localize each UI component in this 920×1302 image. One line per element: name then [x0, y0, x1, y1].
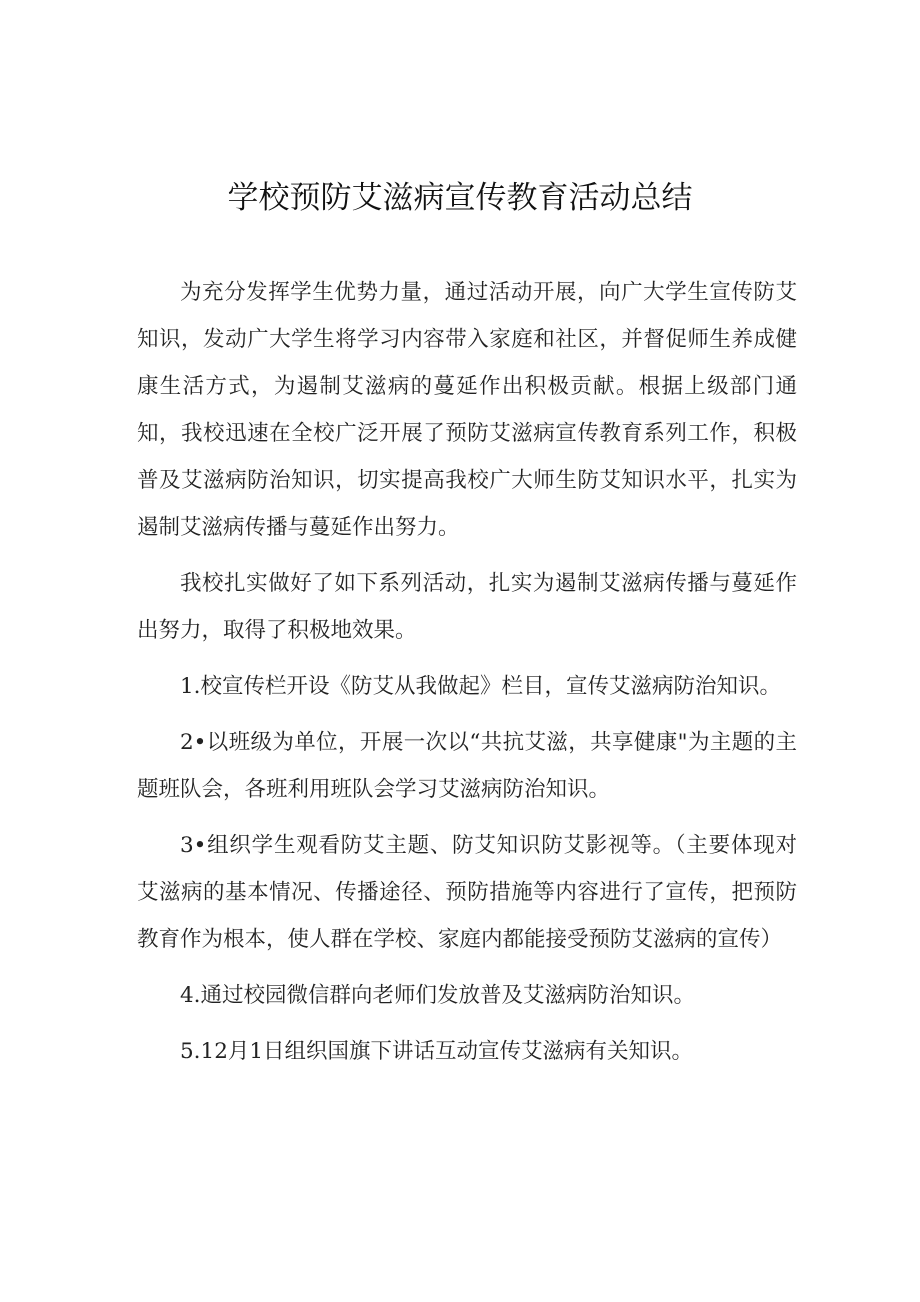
- paragraph-item-5: 5.12月1日组织国旗下讲话互动宣传艾滋病有关知识。: [180, 1039, 694, 1064]
- paragraph-activities-summary: 我校扎实做好了如下系列活动，扎实为遏制艾滋病传播与蔓延作出努力，取得了积极地效果。: [137, 571, 797, 643]
- paragraph-intro: 为充分发挥学生优势力量，通过活动开展，向广大学生宣传防艾知识，发动广大学生将学习内容带入家庭和社区，并督促师生养成健康生活方式，为遏制艾滋病的蔓延作出积极贡献。根据上级部门通知，我校迅速在全校广泛开展了预防艾滋病宣传教育系列工作，积极普及艾滋病防治知识，切实提高我校广大师生防艾知识水平，扎实为遏制艾滋病传播与蔓延作出努力。: [137, 280, 797, 540]
- paragraph-item-3: 3•组织学生观看防艾主题、防艾知识防艾影视等。（主要体现对艾滋病的基本情况、传播途径、预防措施等内容进行了宣传，把预防教育作为根本，使人群在学校、家庭内都能接受预防艾滋病的宣传）: [137, 833, 797, 952]
- paragraph-item-4: 4.通过校园微信群向老师们发放普及艾滋病防治知识。: [180, 983, 696, 1008]
- document-title: 学校预防艾滋病宣传教育活动总结: [227, 180, 693, 216]
- document-body: [137, 269, 797, 1075]
- paragraph-item-1: 1.校宣传栏开设《防艾从我做起》栏目，宣传艾滋病防治知识。: [180, 674, 782, 699]
- paragraph-item-2: 2•以班级为单位，开展一次以“共抗艾滋，共享健康"为主题的主题班队会，各班利用班队会学习艾滋病防治知识。: [137, 730, 797, 802]
